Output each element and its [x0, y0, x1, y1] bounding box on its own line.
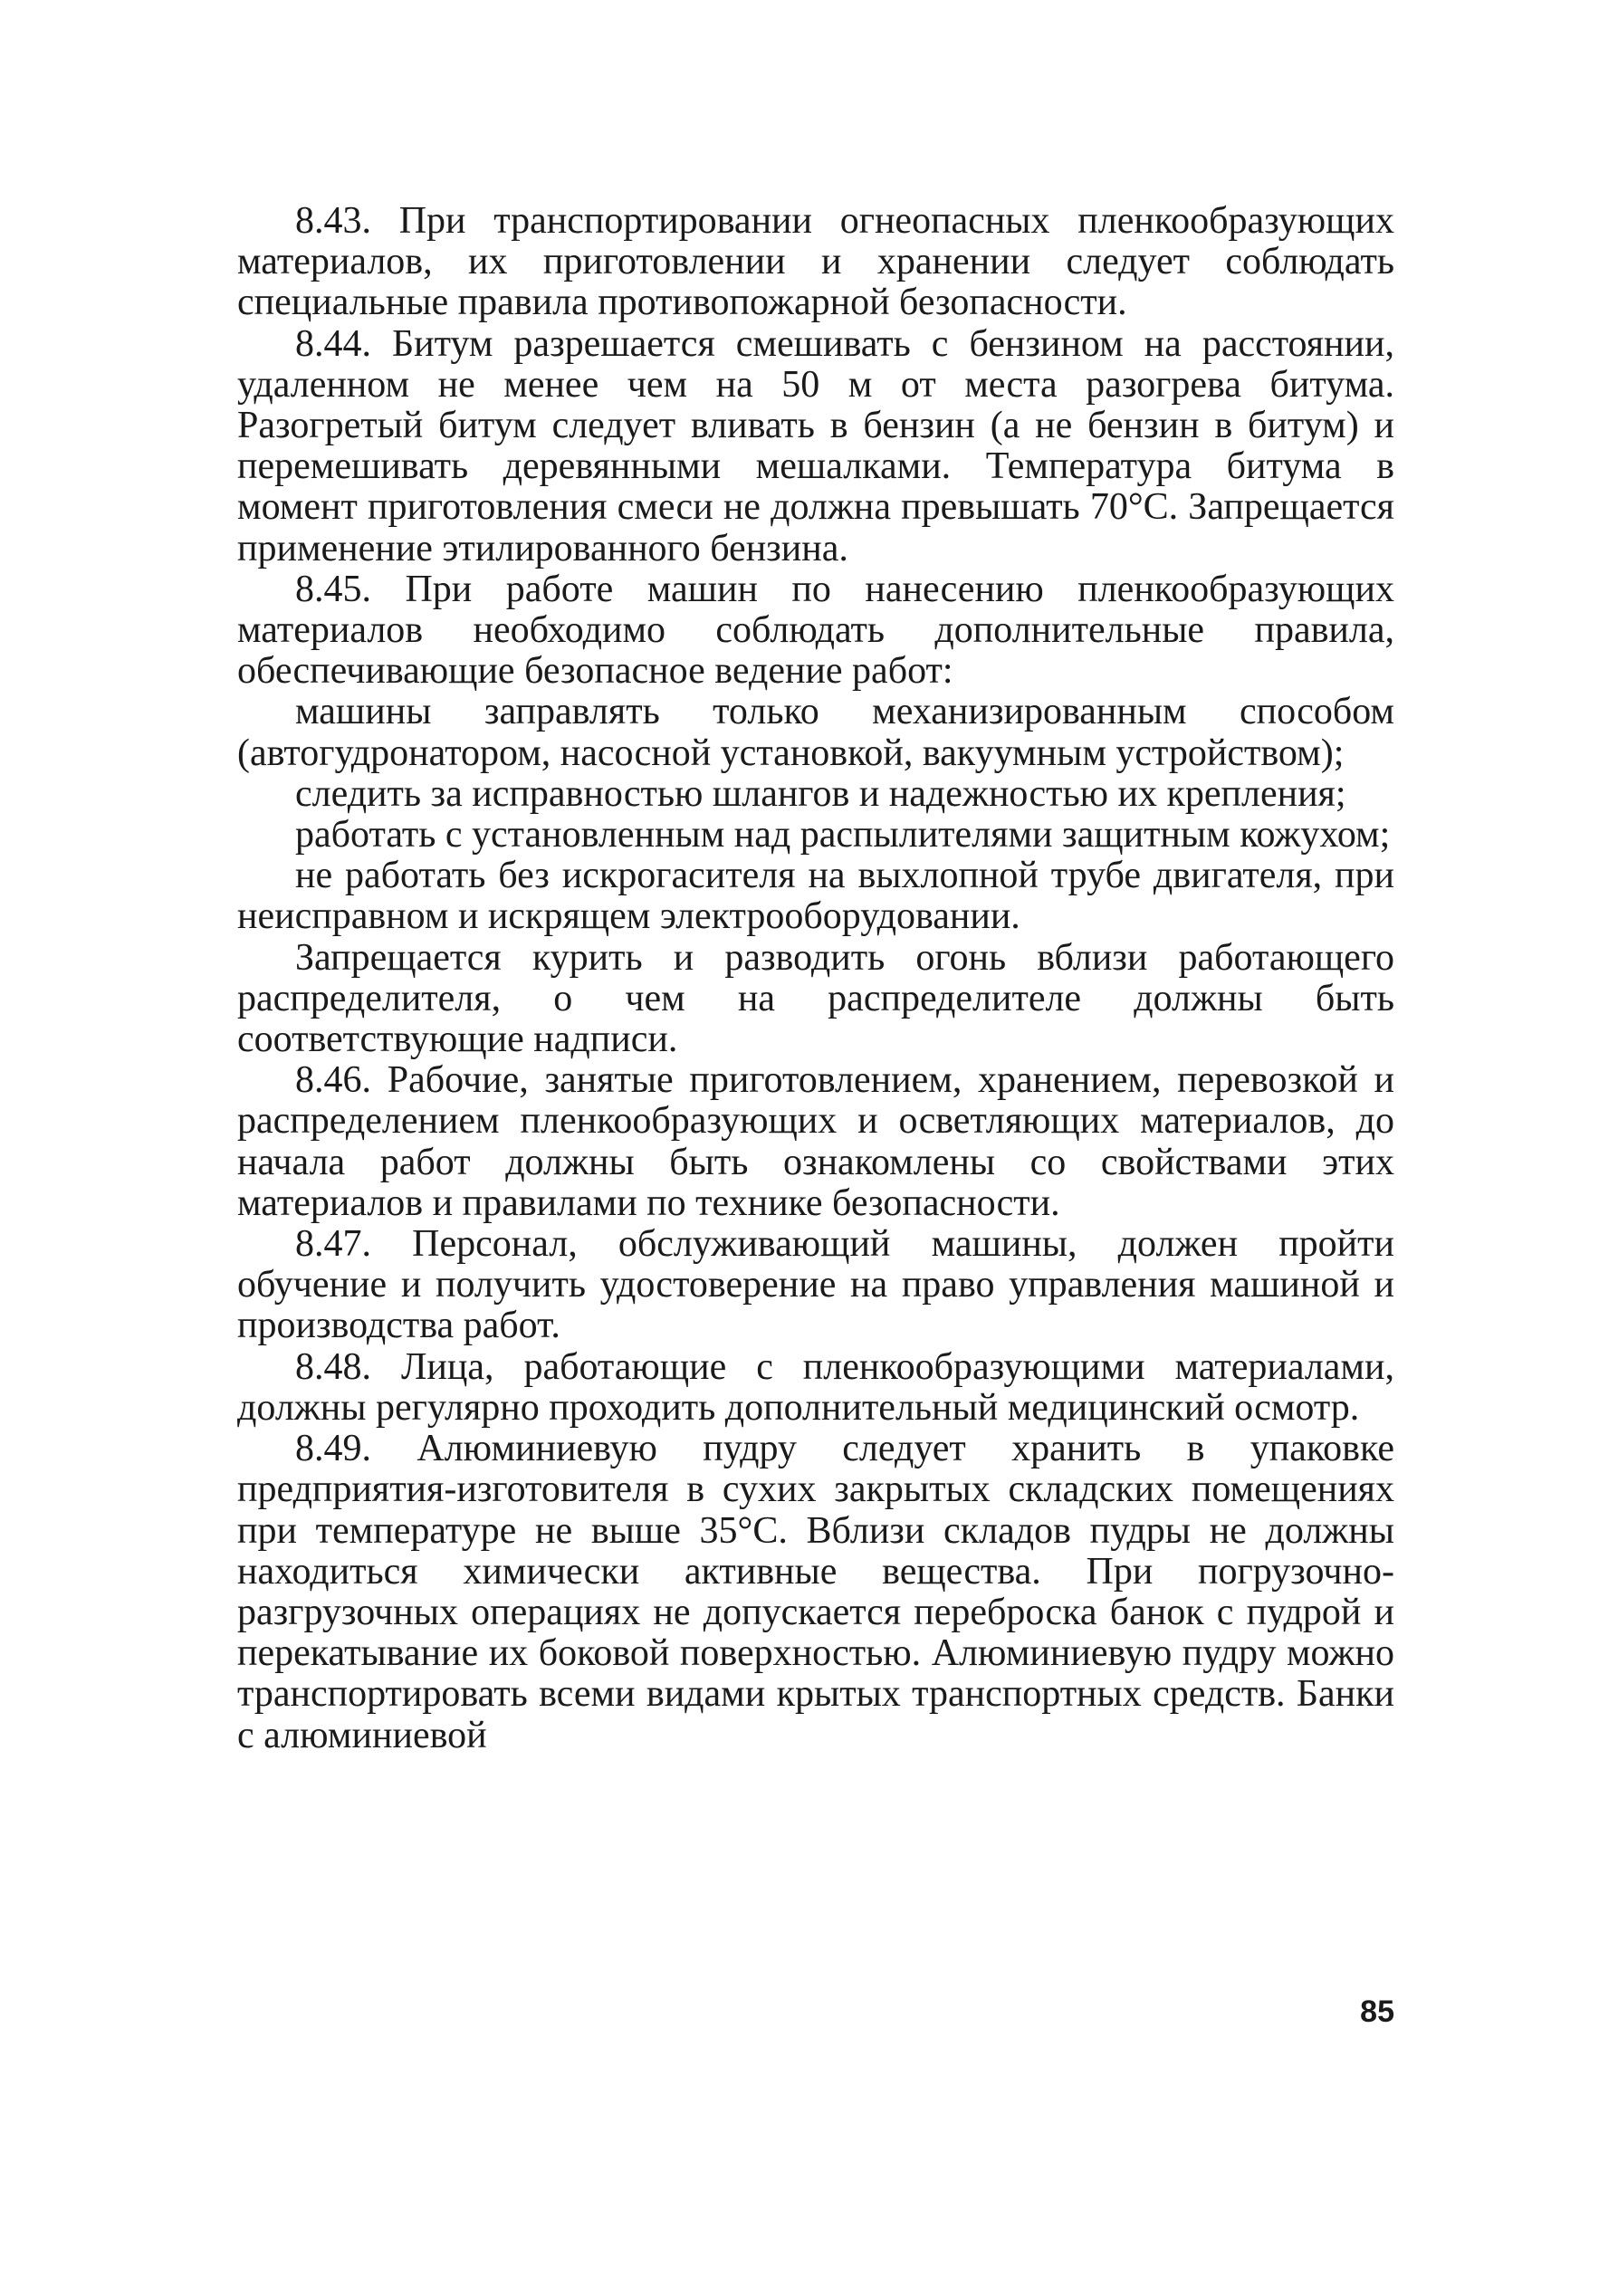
paragraph-8-48: 8.48. Лица, работающие с пленкообразующими материалами, должны регулярно проходить дополнительный медицинский осмотр.: [237, 1345, 1394, 1429]
paragraph-8-44: 8.44. Битум разрешается смешивать с бензином на расстоянии, удаленном не менее чем на 50 м от места разогрева битума. Разогретый битум следует вливать в бензин (а не бензин в битум) и перемешивать деревянными мешалками. Температура битума в момент приготовления смеси не должна превышать 70°С. Запрещается применение этилированного бензина.: [237, 322, 1394, 569]
list-item-casing: работать с установленным над распылителями защитным кожухом;: [295, 814, 1391, 856]
document-body: [237, 201, 1394, 1756]
paragraph-8-49: 8.49. Алюминиевую пудру следует хранить в упаковке предприятия-изготовителя в сухих закрытых складских помещениях при температуре не выше 35°С. Вблизи складов пудры не должны находиться химически активные вещества. При погрузочно-разгрузочных операциях не допускается переброска банок с пудрой и перекатывание их боковой поверхностью. Алюминиевую пудру можно транспортировать всеми видами крытых транспортных средств. Банки с алюминиевой: [237, 1428, 1394, 1756]
paragraph-8-46: 8.46. Рабочие, занятые приготовлением, хранением, перевозкой и распределением пленкообразующих и осветляющих материалов, до начала работ должны быть ознакомлены со свойствами этих материалов и правилами по технике безопасности.: [237, 1059, 1394, 1224]
paragraph-8-45: 8.45. При работе машин по нанесению пленкообразующих материалов необходимо соблюдать дополнительные правила, обеспечивающие безопасное ведение работ:: [237, 568, 1394, 693]
page-number: 85: [1360, 1995, 1394, 2029]
list-item-hoses: следить за исправностью шлангов и надежностью их крепления;: [295, 772, 1346, 815]
list-item-refuel: машины заправлять только механизированным способом (автогудронатором, насосной установкой, вакуумным устройством);: [237, 691, 1394, 774]
paragraph-smoking-ban: Запрещается курить и разводить огонь вблизи работающего распределителя, о чем на распределителе должны быть соответствующие надписи.: [237, 936, 1394, 1061]
paragraph-8-43: 8.43. При транспортировании огнеопасных пленкообразующих материалов, их приготовлении и хранении следует соблюдать специальные правила противопожарной безопасности.: [237, 200, 1394, 324]
list-item-spark-arrester: не работать без искрогасителя на выхлопной трубе двигателя, при неисправном и искрящем электрооборудовании.: [237, 855, 1394, 938]
paragraph-8-47: 8.47. Персонал, обслуживающий машины, должен пройти обучение и получить удостоверение на право управления машиной и производства работ.: [237, 1223, 1394, 1347]
